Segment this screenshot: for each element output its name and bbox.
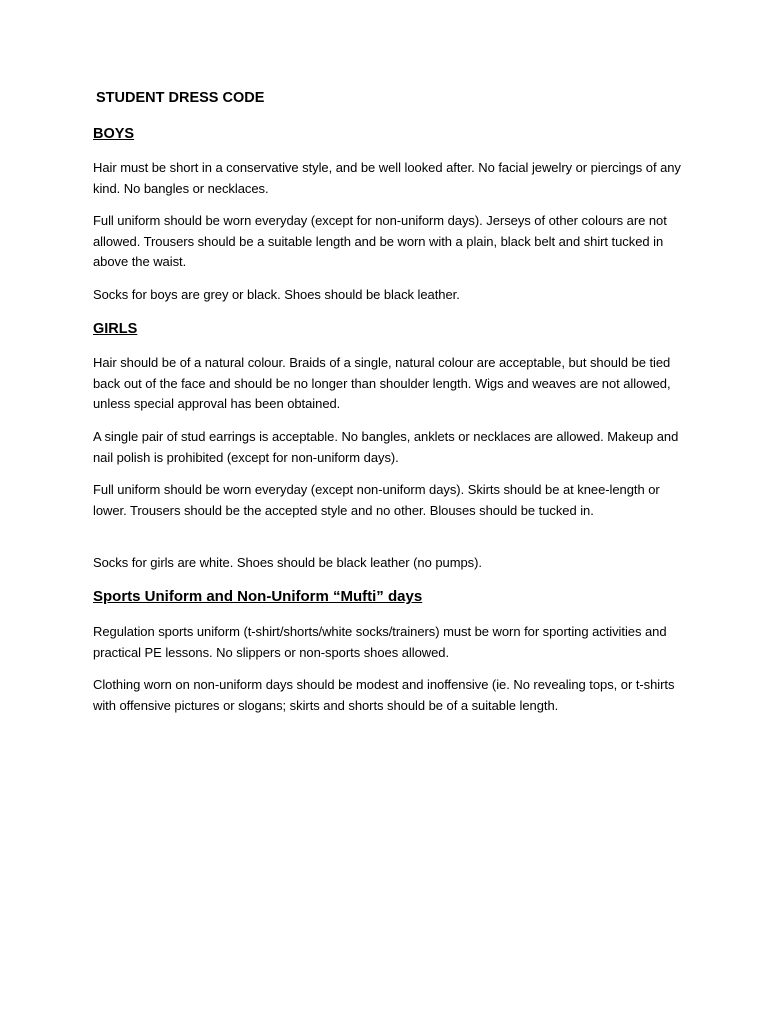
document-title: STUDENT DRESS CODE: [96, 90, 265, 106]
girls-paragraph-uniform: Full uniform should be worn everyday (except non-uniform days). Skirts should be at knee-length or lower. Trousers should be the accepted style and no other. Blouses should be tucked in.: [93, 482, 660, 518]
section-heading-boys: BOYS: [93, 126, 135, 142]
girls-paragraph-jewelry: A single pair of stud earrings is acceptable. No bangles, anklets or necklaces are allowed. Makeup and nail polish is prohibited (except for non-uniform days).: [93, 429, 679, 465]
girls-paragraph-hair: Hair should be of a natural colour. Braids of a single, natural colour are acceptable, but should be tied back out of the face and should be no longer than shoulder length. Wigs and weaves are not allowed, unless special approval has been obtained.: [93, 355, 671, 412]
sports-paragraph-non-uniform: Clothing worn on non-uniform days should be modest and inoffensive (ie. No revealing tops, or t-shirts with offensive pictures or slogans; skirts and shorts should be of a suitable length.: [93, 677, 675, 713]
girls-paragraph-socks: Socks for girls are white. Shoes should be black leather (no pumps).: [93, 555, 482, 570]
boys-paragraph-hair: Hair must be short in a conservative style, and be well looked after. No facial jewelry or piercings of any kind. No bangles or necklaces.: [93, 160, 681, 196]
boys-paragraph-uniform: Full uniform should be worn everyday (except for non-uniform days). Jerseys of other colours are not allowed. Trousers should be a suitable length and be worn with a plain, black belt and shirt tucked in above the waist.: [93, 213, 667, 270]
section-heading-sports: Sports Uniform and Non-Uniform “Mufti” days: [93, 588, 423, 605]
boys-paragraph-socks: Socks for boys are grey or black. Shoes should be black leather.: [93, 287, 460, 302]
sports-paragraph-uniform: Regulation sports uniform (t-shirt/shorts/white socks/trainers) must be worn for sporting activities and practical PE lessons. No slippers or non-sports shoes allowed.: [93, 624, 667, 660]
section-heading-girls: GIRLS: [93, 321, 138, 337]
